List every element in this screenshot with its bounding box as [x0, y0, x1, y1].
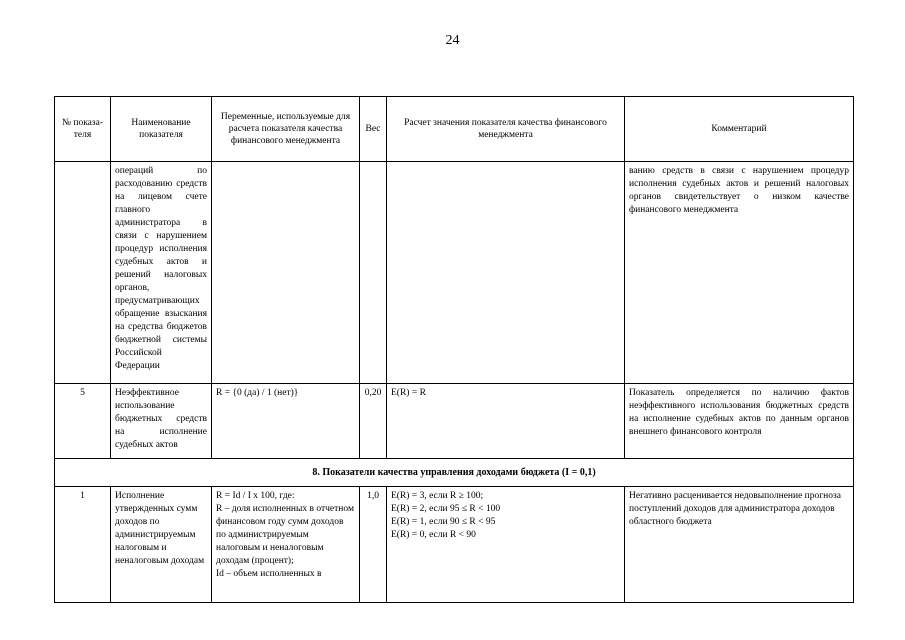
cell-num: 1: [55, 487, 111, 603]
table-row: [55, 384, 854, 459]
header-calc: Расчет значения показателя качества финансового менеджмента: [387, 97, 625, 162]
financial-management-table: [54, 96, 854, 603]
cell-vars: R = {0 (да) / 1 (нет)}: [212, 384, 360, 459]
cell-calc: [387, 162, 625, 384]
table-row: [55, 162, 854, 384]
calc-line: E(R) = 1, если 90 ≤ R < 95: [391, 517, 496, 527]
vars-line: R = Id / I x 100, где:: [216, 491, 295, 501]
header-name: Наименование показателя: [111, 97, 212, 162]
header-num: № показа-теля: [55, 97, 111, 162]
cell-calc: [387, 487, 625, 603]
cell-name: операций по расходованию средств на лицевом счете главного администратора в связи с нарушением процедур исполнения судебных актов и решений налоговых органов, предусматривающих обращение взыскания на средства бюджетов бюджетной системы Российской Федерации: [111, 162, 212, 384]
header-comment: Комментарий: [625, 97, 854, 162]
section-heading: 8. Показатели качества управления доходами бюджета (I = 0,1): [55, 459, 854, 487]
cell-name: Исполнение утвержденных сумм доходов по администрируемым налоговым и неналоговым доходам: [111, 487, 212, 603]
vars-line: R – доля исполненных в отчетном финансовом году сумм доходов по администрируемым налоговым и неналоговым доходам (процент);: [216, 504, 354, 566]
cell-comment: ванию средств в связи с нарушением процедур исполнения судебных актов и решений налоговых органов свидетельствует о низком качестве финансового менеджмента: [625, 162, 854, 384]
cell-weight: [360, 162, 387, 384]
cell-weight: 0,20: [360, 384, 387, 459]
cell-weight: 1,0: [360, 487, 387, 603]
cell-comment: Негативно расценивается недовыполнение прогноза поступлений доходов для администратора доходов областного бюджета: [625, 487, 854, 603]
cell-num: 5: [55, 384, 111, 459]
calc-line: E(R) = 2, если 95 ≤ R < 100: [391, 504, 501, 514]
cell-num: [55, 162, 111, 384]
header-weight: Вес: [360, 97, 387, 162]
header-vars: Переменные, используемые для расчета показателя качества финансового менеджмента: [212, 97, 360, 162]
header-row: [55, 97, 854, 162]
cell-comment: Показатель определяется по наличию фактов неэффективного использования бюджетных средств на исполнение судебных актов по данным органов внешнего финансового контроля: [625, 384, 854, 459]
cell-vars: [212, 487, 360, 603]
cell-calc: E(R) = R: [387, 384, 625, 459]
cell-vars: [212, 162, 360, 384]
calc-line: E(R) = 3, если R ≥ 100;: [391, 491, 484, 501]
calc-line: E(R) = 0, если R < 90: [391, 530, 476, 540]
vars-line: Id – объем исполненных в: [216, 569, 322, 579]
table-row: [55, 487, 854, 603]
cell-name: Неэффективное использование бюджетных средств на исполнение судебных актов: [111, 384, 212, 459]
section-row: [55, 459, 854, 487]
page-number: 24: [445, 33, 460, 48]
